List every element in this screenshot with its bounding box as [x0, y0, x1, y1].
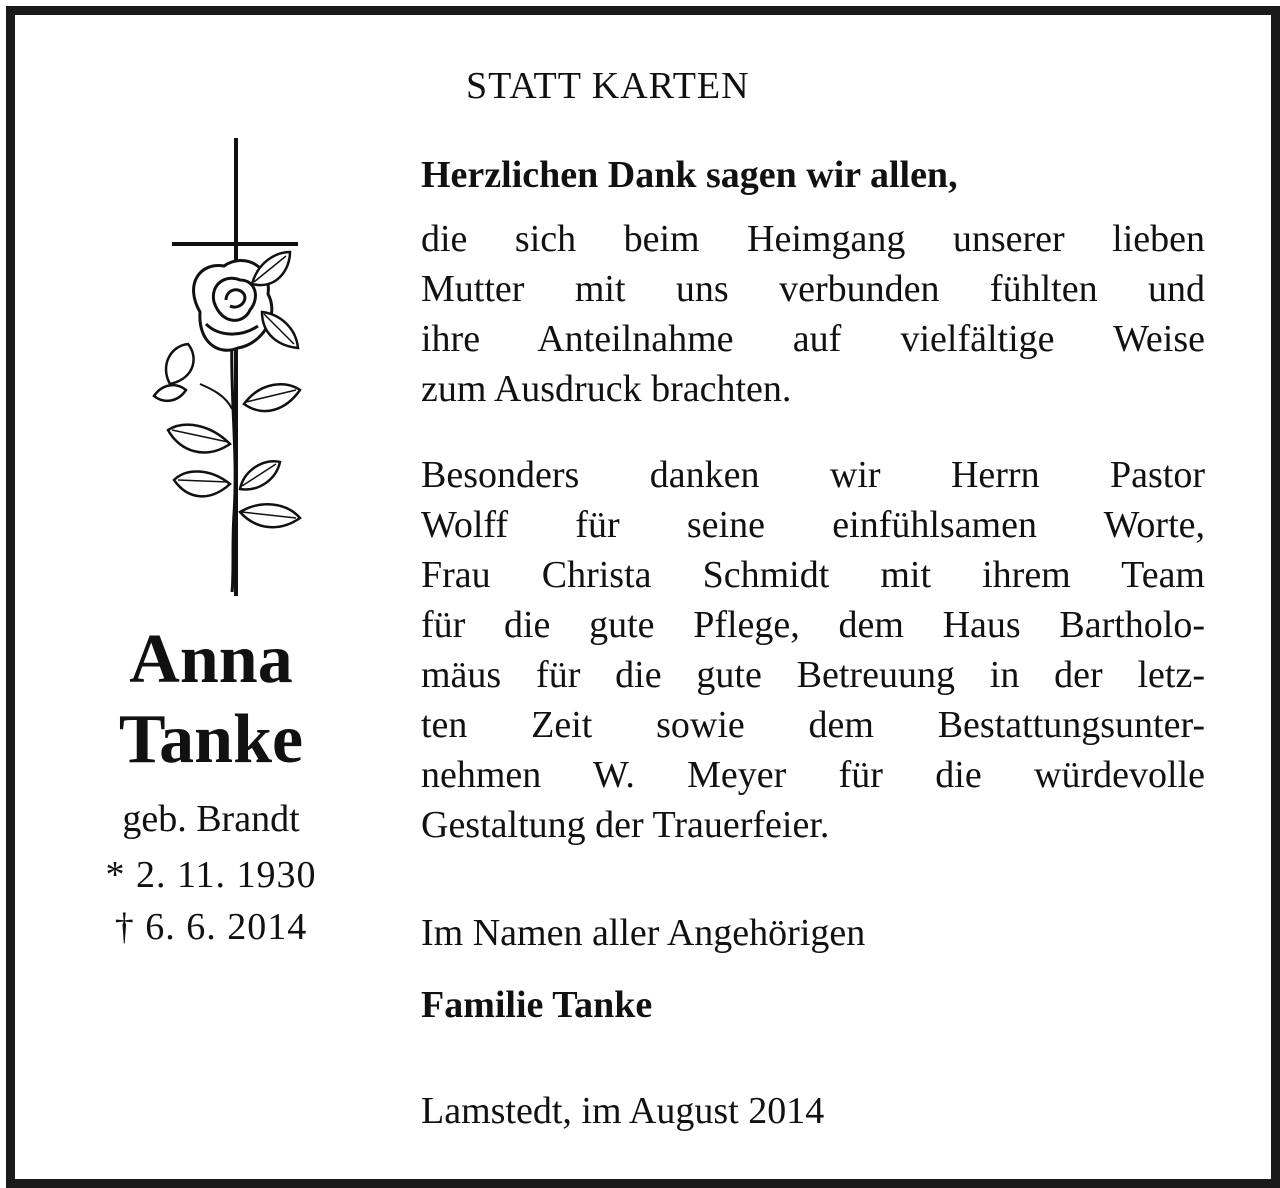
- thank-you-text: [421, 150, 1205, 1136]
- deceased-born-name: geb. Brandt: [122, 798, 300, 840]
- paragraph-1-line: Mutter mit uns verbunden fühlten und: [421, 268, 1205, 310]
- paragraph-2-line: nehmen W. Meyer für die würdevolle: [421, 754, 1205, 796]
- signature: Familie Tanke: [421, 984, 653, 1026]
- paragraph-1: [421, 214, 1205, 414]
- paragraph-2-line: Wolff für seine einfühlsamen Worte,: [421, 504, 1205, 546]
- paragraph-2-line: für die gute Pflege, dem Haus Bartholo-: [421, 604, 1205, 646]
- deceased-info: [80, 620, 342, 948]
- closing-line: Im Namen aller Angehörigen: [421, 912, 866, 954]
- paragraph-2-line: ten Zeit sowie dem Bestattungsunter-: [421, 704, 1205, 746]
- birth-date: * 2. 11. 1930: [105, 854, 317, 896]
- place-date: Lamstedt, im August 2014: [421, 1090, 825, 1132]
- deceased-last-name: Tanke: [118, 701, 304, 778]
- thanks-heading: Herzlichen Dank sagen wir allen,: [421, 154, 958, 196]
- paragraph-2-line: Besonders danken wir Herrn Pastor: [421, 454, 1205, 496]
- header-statt-karten: STATT KARTEN: [466, 65, 750, 107]
- paragraph-2-line: Frau Christa Schmidt mit ihrem Team: [421, 554, 1205, 596]
- deceased-first-name: Anna: [129, 621, 293, 698]
- death-date: † 6. 6. 2014: [114, 906, 308, 948]
- paragraph-1-line: zum Ausdruck brachten.: [421, 368, 792, 410]
- paragraph-2: [421, 450, 1205, 850]
- cross-with-rose-icon: [140, 134, 320, 604]
- paragraph-1-line: die sich beim Heimgang unserer lieben: [421, 218, 1205, 260]
- paragraph-1-line: ihre Anteilnahme auf vielfältige Weise: [421, 318, 1205, 360]
- paragraph-2-line: mäus für die gute Betreuung in der letz-: [421, 654, 1205, 696]
- paragraph-2-line: Gestaltung der Trauerfeier.: [421, 804, 830, 846]
